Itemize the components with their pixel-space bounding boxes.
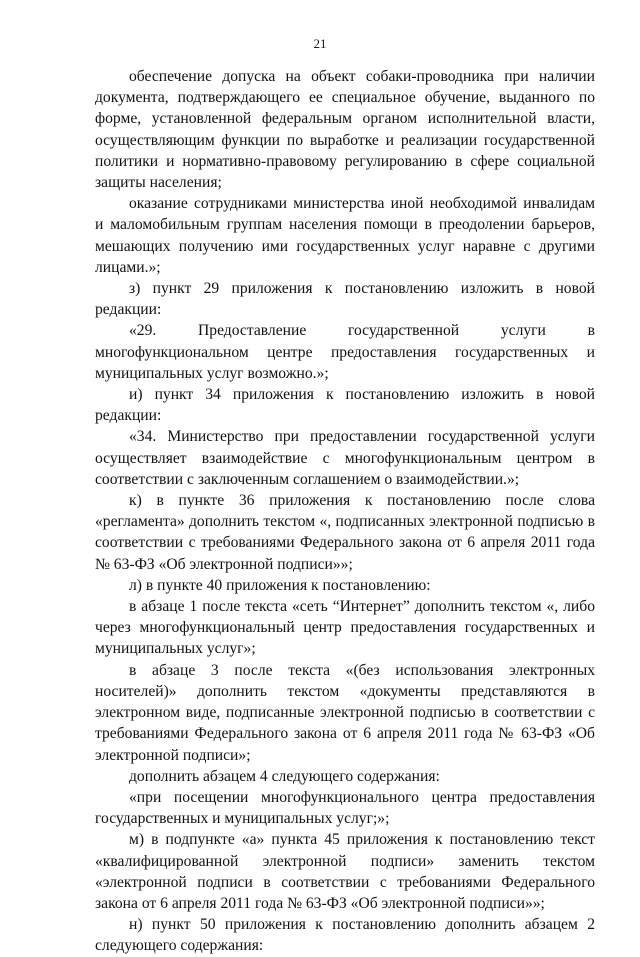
paragraph-item-l: л) в пункте 40 приложения к постановлению:	[129, 576, 431, 594]
paragraph-abzac-4-text: «при посещении многофункционального центра предоставления государственных и муниципальных услуг;»;	[95, 788, 595, 828]
paragraph-add-abzac-4: дополнить абзацем 4 следующего содержания:	[129, 767, 440, 785]
page-number: 21	[313, 36, 327, 51]
paragraph-staff-assistance: оказание сотрудниками министерства иной необходимой инвалидам и маломобильным группам населения помощи в преодолении барьеров, мешающих получению ими государственных услуг наравне с другими лицами.»;	[95, 195, 595, 276]
paragraph-item-m: м) в подпункте «а» пункта 45 приложения к постановлению текст «квалифицированной электронной подписи» заменить текстом «электронной подписи в соответствии с требованиями Федерального закона от 6 апреля 2011 года № 63-ФЗ «Об электронной подписи»»;	[95, 831, 595, 912]
paragraph-point-29-text: «29. Предоставление государственной услуги в многофункциональном центре предоставления государственных и муниципальных услуг возможно.»;	[95, 322, 595, 382]
paragraph-abzac-1: в абзаце 1 после текста «сеть “Интернет” дополнить текстом «, либо через многофункциональный центр предоставления государственных и муниципальных услуг»;	[95, 598, 595, 658]
document-body	[95, 66, 595, 957]
paragraph-abzac-3: в абзаце 3 после текста «(без использования электронных носителей)» дополнить текстом «документы представляются в электронном виде, подписанные электронной подписью в соответствии с требованиями Федерального закона от 6 апреля 2011 года № 63-ФЗ «Об электронной подписи»;	[95, 661, 595, 764]
paragraph-item-n: н) пункт 50 приложения к постановлению дополнить абзацем 2 следующего содержания:	[95, 916, 595, 955]
paragraph-item-k: к) в пункте 36 приложения к постановлению после слова «регламента» дополнить текстом «, подписанных электронной подписью в соответствии с требованиями Федерального закона от 6 апреля 2011 года № 63-ФЗ «Об электронной подписи»»;	[95, 492, 595, 573]
paragraph-item-z: з) пункт 29 приложения к постановлению изложить в новой редакции:	[95, 280, 595, 319]
paragraph-guide-dog-access: обеспечение допуска на объект собаки-проводника при наличии документа, подтверждающего ее специальное обучение, выданного по форме, установленной федеральным органом исполнительной власти, осуществляющим функции по выработке и реализации государственной политики и нормативно-правовому регулированию в сфере социальной защиты населения;	[95, 68, 595, 192]
paragraph-point-34-text: «34. Министерство при предоставлении государственной услуги осуществляет взаимодействие с многофункциональным центром в соответствии с заключенным соглашением о взаимодействии.»;	[95, 428, 595, 488]
paragraph-item-i: и) пункт 34 приложения к постановлению изложить в новой редакции:	[95, 386, 595, 425]
